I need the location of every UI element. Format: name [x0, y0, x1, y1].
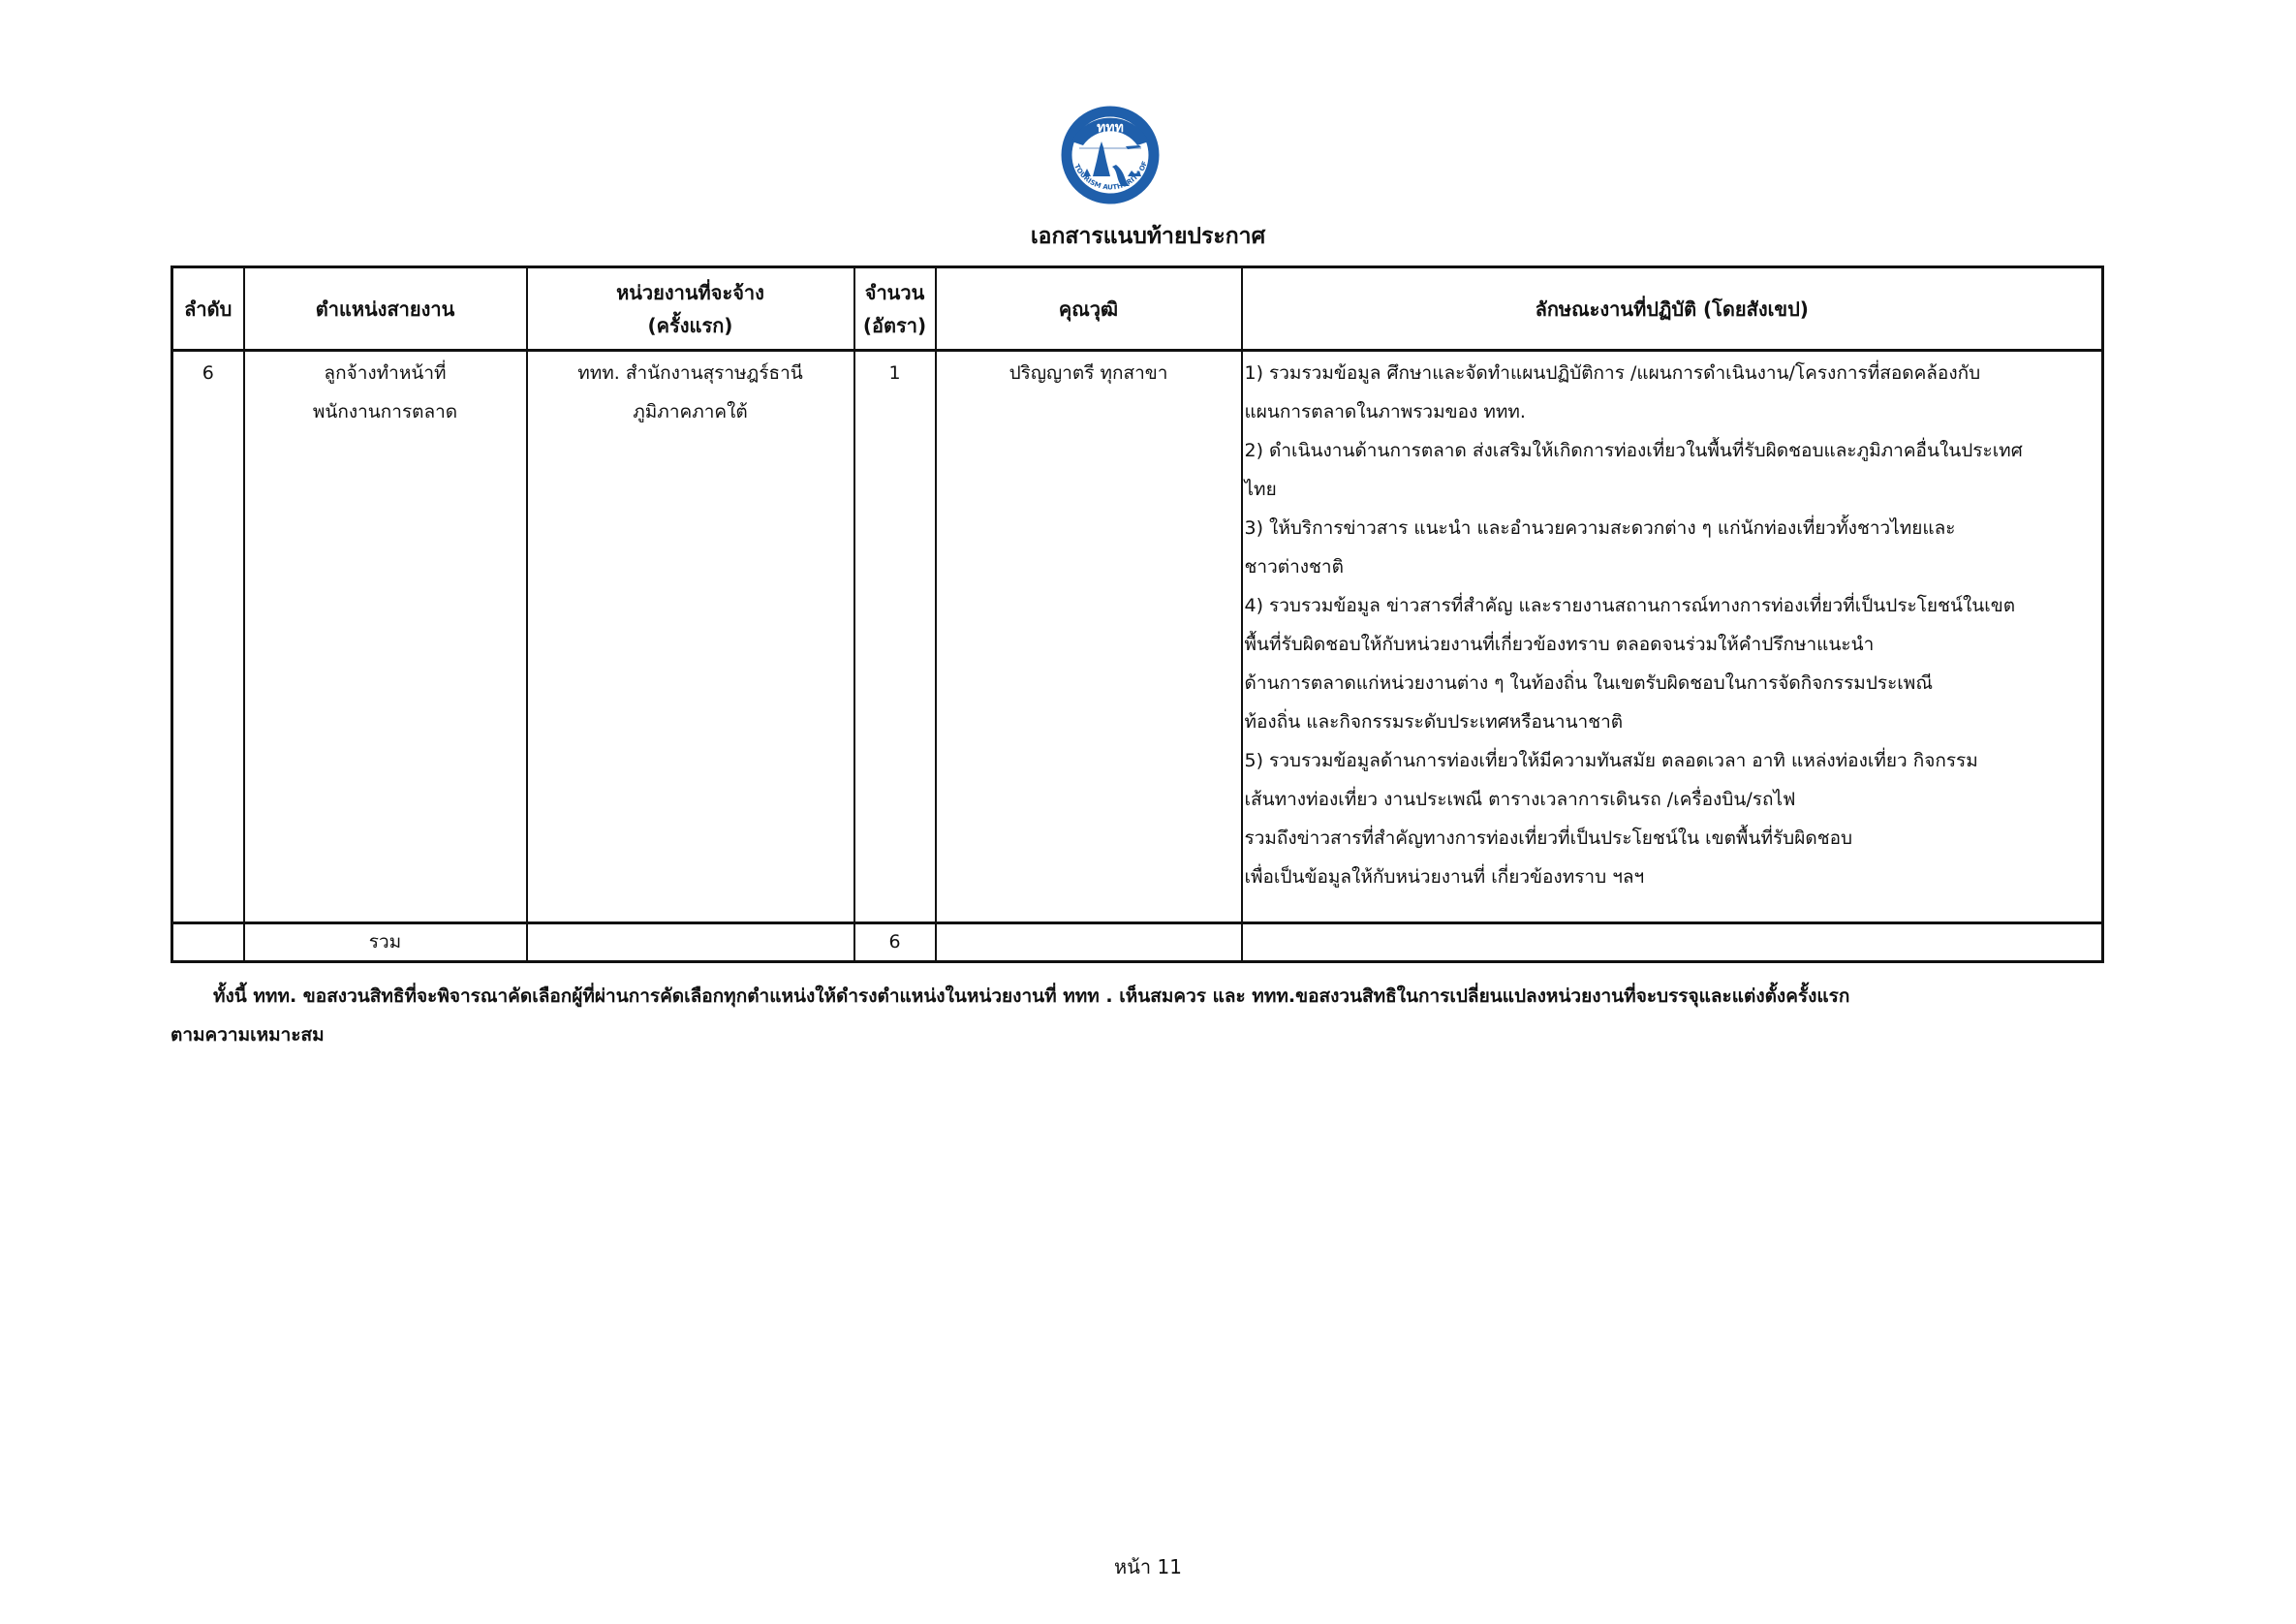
- total-empty-cell: [936, 923, 1242, 962]
- table-row: [172, 351, 2103, 923]
- duty-line: พื้นที่รับผิดชอบให้กับหน่วยงานที่เกี่ยวข้องทราบ ตลอดจนร่วมให้คำปรึกษาแนะนำ: [1244, 634, 1875, 655]
- duties-cell: [1242, 351, 2103, 923]
- duty-line: 1) รวมรวมข้อมูล ศึกษาและจัดทำแผนปฏิบัติการ /แผนการดำเนินงาน/โครงการที่สอดคล้องกับ: [1244, 362, 1981, 384]
- footnote-line-2: ตามความเหมาะสม: [171, 1024, 325, 1046]
- job-positions-table: [171, 265, 2104, 963]
- column-header-qualification: คุณวุฒิ: [936, 267, 1242, 351]
- duty-line: เพื่อเป็นข้อมูลให้กับหน่วยงานที่ เกี่ยวข้องทราบ ฯลฯ: [1244, 866, 1645, 888]
- duty-line: 5) รวบรวมข้อมูลด้านการท่องเที่ยวให้มีความทันสมัย ตลอดเวลา อาทิ แหล่งท่องเที่ยว กิจกรรม: [1244, 750, 1978, 771]
- svg-text:TOURISM AUTHORITY OF THAILAND: TOURISM AUTHORITY OF: [1072, 160, 1150, 192]
- svg-text:ททท: ททท: [1097, 120, 1124, 136]
- total-row: [172, 923, 2103, 962]
- column-header-position: ตำแหน่งสายงาน: [244, 267, 527, 351]
- duty-line: แผนการตลาดในภาพรวมของ ททท.: [1244, 401, 1526, 422]
- duty-line: ไทย: [1244, 479, 1277, 500]
- duty-line: 4) รวบรวมข้อมูล ข่าวสารที่สำคัญ และรายงานสถานการณ์ทางการท่องเที่ยวที่เป็นประโยชน์ในเขต: [1244, 595, 2016, 616]
- footnote: [171, 977, 2103, 1054]
- column-header-unit: หน่วยงานที่จะจ้าง (ครั้งแรก): [527, 267, 854, 351]
- document-title: เอกสารแนบท้ายประกาศ: [1030, 224, 1266, 249]
- order-cell: 6: [172, 351, 244, 923]
- position-cell: ลูกจ้างทำหน้าที่ พนักงานการตลาด: [244, 351, 527, 923]
- total-empty-cell: [527, 923, 854, 962]
- total-empty-cell: [1242, 923, 2103, 962]
- total-empty-cell: [172, 923, 244, 962]
- count-cell: 1: [854, 351, 936, 923]
- duty-line: 3) ให้บริการข่าวสาร แนะนำ และอำนวยความสะดวกต่าง ๆ แก่นักท่องเที่ยวทั้งชาวไทยและ: [1244, 517, 1956, 539]
- table-header-row: [172, 267, 2103, 351]
- duty-line: ชาวต่างชาติ: [1244, 556, 1344, 578]
- total-label-cell: รวม: [244, 923, 527, 962]
- duty-line: ด้านการตลาดแก่หน่วยงานต่าง ๆ ในท้องถิ่น ในเขตรับผิดชอบในการจัดกิจกรรมประเพณี: [1244, 672, 1933, 694]
- footnote-line-1: ทั้งนี้ ททท. ขอสงวนสิทธิที่จะพิจารณาคัดเลือกผู้ที่ผ่านการคัดเลือกทุกตำแหน่งให้ดำรงตำแหน่งในหน่วยงานที่ ททท . เห็นสมควร และ ททท.ขอสงวนสิทธิในการเปลี่ยนแปลงหน่วยงานที่จะบรรจุและแต่งตั้งครั้งแรก: [213, 985, 1850, 1007]
- duty-line: 2) ดำเนินงานด้านการตลาด ส่งเสริมให้เกิดการท่องเที่ยวในพื้นที่รับผิดชอบและภูมิภาคอื่นในประเทศ: [1244, 440, 2023, 461]
- tat-logo-icon: [1058, 103, 1163, 207]
- page-number: หน้า 11: [1114, 1555, 1182, 1578]
- unit-cell: ททท. สำนักงานสุราษฎร์ธานี ภูมิภาคภาคใต้: [527, 351, 854, 923]
- duty-line: รวมถึงข่าวสารที่สำคัญทางการท่องเที่ยวที่เป็นประโยชน์ใน เขตพื้นที่รับผิดชอบ: [1244, 828, 1853, 849]
- duty-line: ท้องถิ่น และกิจกรรมระดับประเทศหรือนานาชาติ: [1244, 711, 1624, 733]
- column-header-duties: ลักษณะงานที่ปฏิบัติ (โดยสังเขป): [1242, 267, 2103, 351]
- duty-line: เส้นทางท่องเที่ยว งานประเพณี ตารางเวลาการเดินรถ /เครื่องบิน/รถไฟ: [1244, 789, 1796, 810]
- total-count-cell: 6: [854, 923, 936, 962]
- column-header-count: จำนวน (อัตรา): [854, 267, 936, 351]
- column-header-order: ลำดับ: [172, 267, 244, 351]
- qualification-cell: ปริญญาตรี ทุกสาขา: [936, 351, 1242, 923]
